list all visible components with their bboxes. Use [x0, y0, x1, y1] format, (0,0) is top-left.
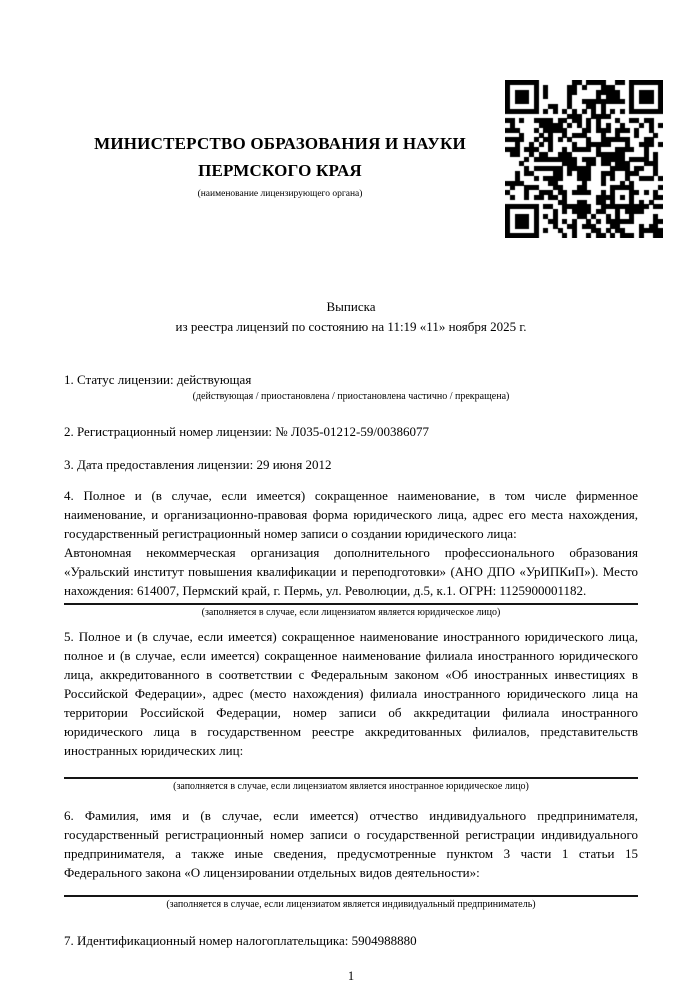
item-5-rule-caption: (заполняется в случае, если лицензиатом является иностранное юридическое лицо)	[173, 781, 529, 792]
item-4-legal-entity-prompt: 4. Полное и (в случае, если имеется) сокращенное наименование, в том числе фирменное наименование, и организационно-правовая форма юридического лица, адрес его места нахождения, государственный регистрационный номер записи о создании юридического лица:	[64, 488, 638, 541]
item-4-legal-entity-value: Автономная некоммерческая организация дополнительного профессионального образования «Уральский институт повышения квалификации и переподготовки» (АНО ДПО «УрИПКиП»). Место нахождения: 614007, Пермский край, г. Пермь, ул. Революции, д.5, к.1. ОГРН: 1125900001182.	[64, 545, 638, 598]
issuing-authority-header	[40, 130, 520, 201]
item-3-license-date: 3. Дата предоставления лицензии: 29 июня 2012	[64, 457, 332, 472]
item-6-rule-caption: (заполняется в случае, если лицензиатом является индивидуальный предприниматель)	[166, 899, 536, 910]
document-body	[64, 297, 638, 986]
ministry-name-line2: ПЕРМСКОГО КРАЯ	[198, 161, 362, 180]
item-5-foreign-entity-prompt: 5. Полное и (в случае, если имеется) сокращенное наименование иностранного юридического лица, полное и (в случае, если имеется) сокращенное наименование филиала иностранного юридического лица, аккредитованного в соответствии с Федеральным законом «Об иностранных инвестициях в Российской Федерации», адрес (место нахождения) филиала иностранного юридического лица на территории Российской Федерации, номер записи об аккредитации филиала иностранного юридического лица в государственном реестре аккредитованных филиалов, представительств иностранных юридических лиц:	[64, 629, 638, 758]
item-7-taxpayer-number: 7. Идентификационный номер налогоплательщика: 5904988880	[64, 933, 417, 948]
item-1-license-status: 1. Статус лицензии: действующая	[64, 372, 252, 387]
document-subtitle: из реестра лицензий по состоянию на 11:19 «11» ноября 2025 г.	[175, 319, 527, 334]
fill-in-rule-legal-entity	[64, 603, 638, 605]
ministry-name-line1: МИНИСТЕРСТВО ОБРАЗОВАНИЯ И НАУКИ	[94, 134, 466, 153]
authority-caption: (наименование лицензирующего органа)	[197, 189, 363, 199]
page-number: 1	[347, 969, 355, 983]
item-6-entrepreneur-prompt: 6. Фамилия, имя и (в случае, если имеется) отчество индивидуального предпринимателя, государственный регистрационный номер записи о государственной регистрации индивидуального предпринимателя, а также иные сведения, предусмотренные пунктом 3 части 1 статьи 15 Федерального закона «О лицензировании отдельных видов деятельности»:	[64, 808, 638, 880]
qr-code	[505, 80, 663, 238]
item-2-registration-number: 2. Регистрационный номер лицензии: № Л035-01212-59/00386077	[64, 424, 430, 439]
fill-in-rule-entrepreneur	[64, 895, 638, 897]
item-1-status-options-hint: (действующая / приостановлена / приостановлена частично / прекращена)	[192, 391, 510, 402]
document-title: Выписка	[326, 299, 376, 314]
item-4-rule-caption: (заполняется в случае, если лицензиатом является юридическое лицо)	[201, 607, 501, 618]
fill-in-rule-foreign-entity	[64, 777, 638, 779]
